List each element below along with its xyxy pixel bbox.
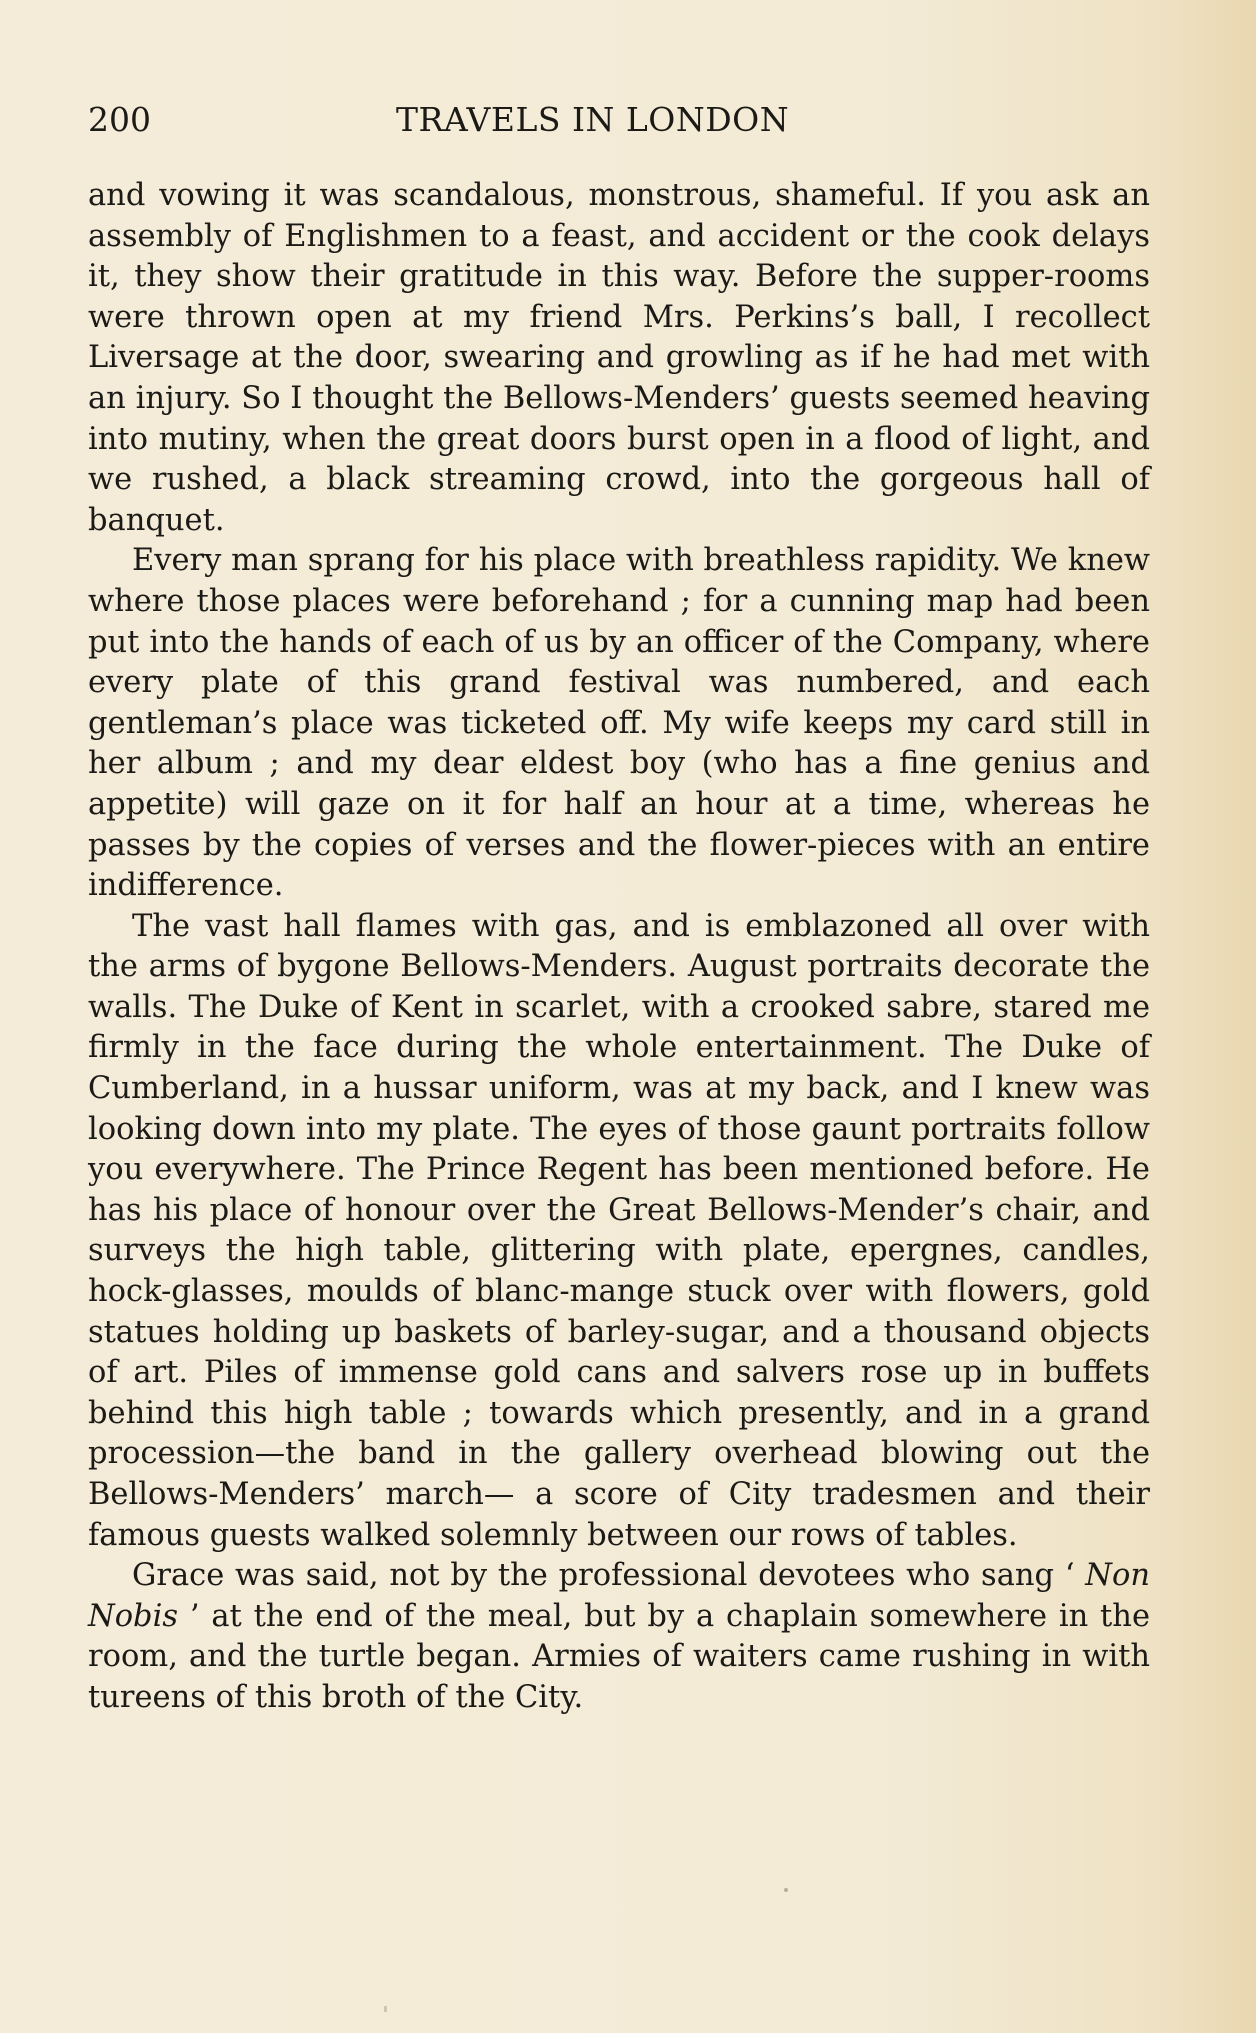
page-number: 200 xyxy=(88,100,151,139)
paper-speck xyxy=(384,2006,387,2012)
paragraph-4 xyxy=(88,1556,1150,1718)
paper-speck xyxy=(784,1888,788,1892)
body-text xyxy=(88,176,1150,1719)
paragraph-2 xyxy=(88,541,1150,906)
paragraph-1 xyxy=(88,176,1150,541)
running-head: TRAVELS IN LONDON xyxy=(396,100,790,139)
page-header xyxy=(88,100,1158,150)
paragraph-text: The vast hall flames with gas, and is emblazoned all over with the arms of bygone Bellows-Menders. August portraits decorate the walls. The Duke of Kent in scarlet, with a crooked sabre, stared me firmly in the face during the whole entertainment. The Duke of Cumberland, in a hussar uniform, was at my back, and I knew was looking down into my plate. The eyes of those gaunt portraits follow you everywhere. The Prince Regent has been mentioned before. He has his place of honour over the Great Bellows-Mender’s chair, and surveys the high table, glittering with plate, epergnes, candles, hock-glasses, moulds of blanc-mange stuck over with flowers, gold statues holding up baskets of barley-sugar, and a thousand objects of art. Piles of immense gold cans and salvers rose up in buffets behind this high table ; towards which presently, and in a grand procession—the band in the gallery overhead blowing out the Bellows-Menders’ march— a score of City tradesmen and their famous guests walked solemnly between our rows of tables. xyxy=(88,908,1150,1553)
paragraph-text: and vowing it was scandalous, monstrous, shameful. If you ask an assembly of Englishmen to a feast, and accident or the cook delays it, they show their gratitude in this way. Before the supper-rooms were thrown open at my friend Mrs. Perkins’s ball, I recollect Liversage at the door, swearing and growling as if he had met with an injury. So I thought the Bellows-Menders’ guests seemed heaving into mutiny, when the great doors burst open in a flood of light, and we rushed, a black streaming crowd, into the gorgeous hall of banquet. xyxy=(88,178,1150,538)
paragraph-text: Grace was said, not by the professional devotees who sang ‘ xyxy=(132,1558,1086,1594)
paragraph-3 xyxy=(88,907,1150,1557)
paragraph-text: Every man sprang for his place with breathless rapidity. We knew where those places were beforehand ; for a cunning map had been put into the hands of each of us by an officer of the Company, where every plate of this grand festival was numbered, and each gentleman’s place was ticketed off. My wife keeps my card still in her album ; and my dear eldest boy (who has a fine genius and appetite) will gaze on it for half an hour at a time, whereas he passes by the copies of verses and the flower-pieces with an entire indifference. xyxy=(88,543,1150,904)
paragraph-text: ’ at the end of the meal, but by a chaplain somewhere in the room, and the turtle began. Armies of waiters came rushing in with tureens of this broth of the City. xyxy=(88,1598,1150,1715)
italic-title: Non Nobis xyxy=(88,1558,1150,1634)
